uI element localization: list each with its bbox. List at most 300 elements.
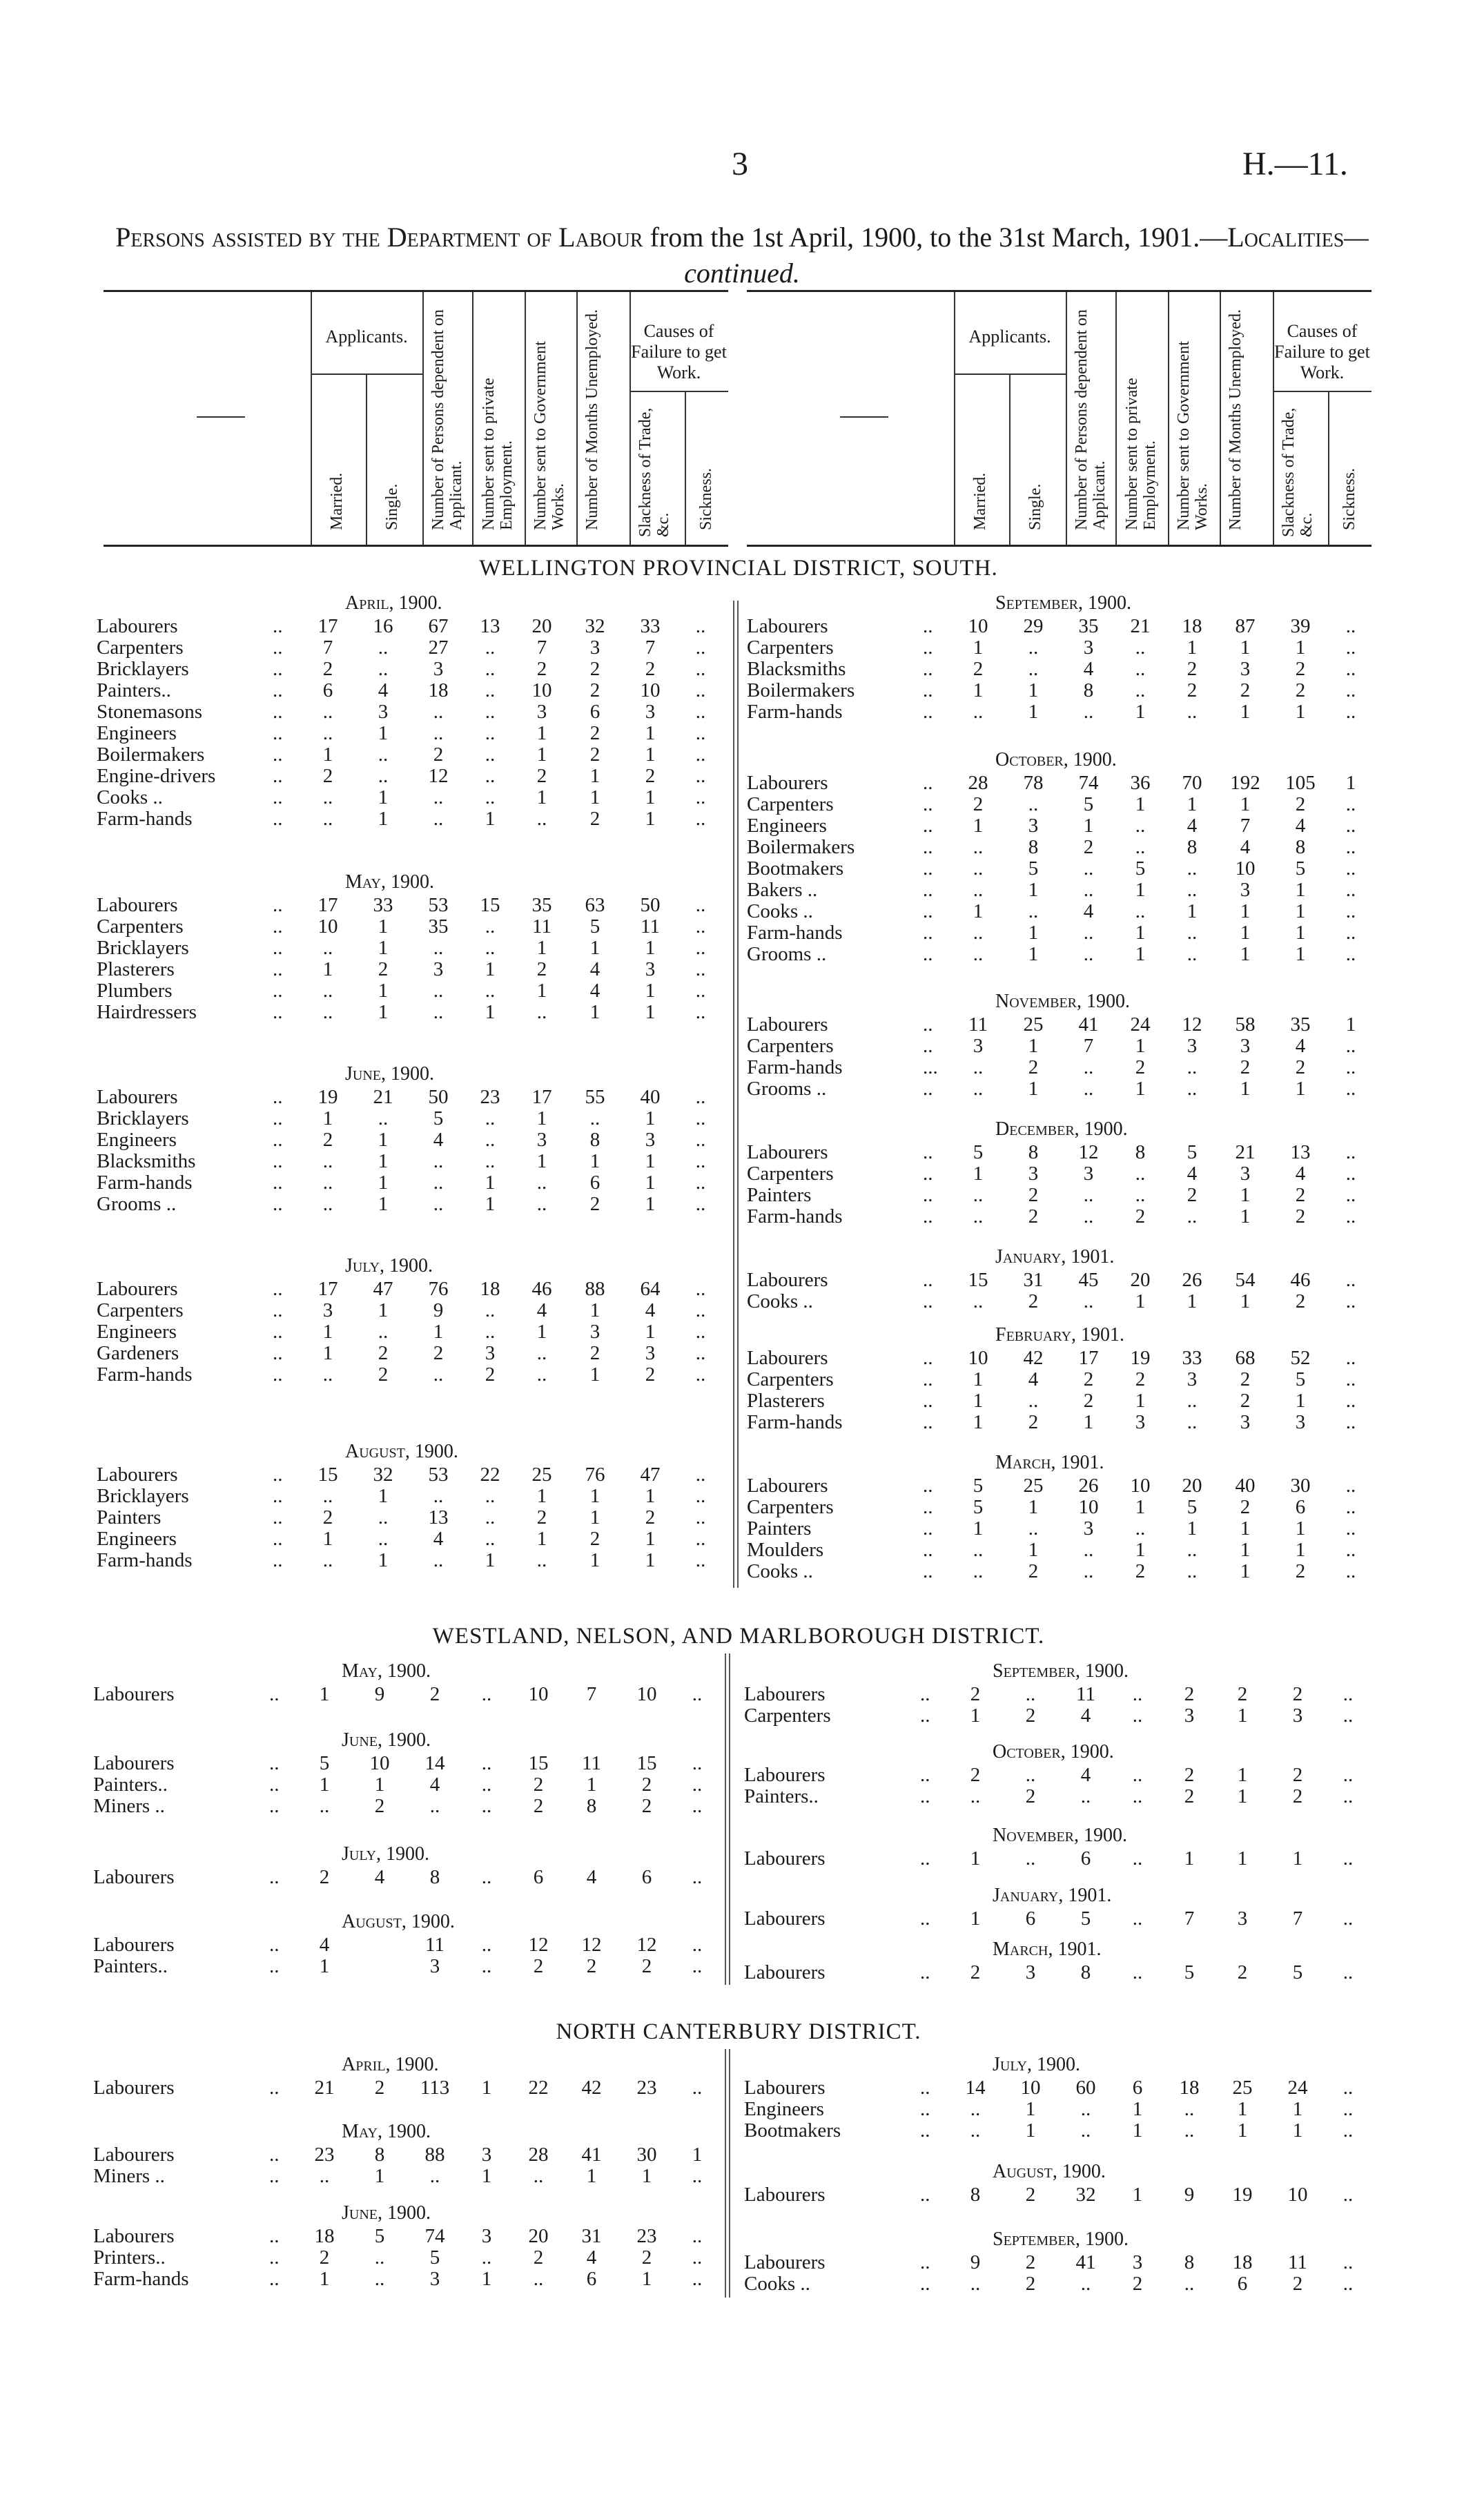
table-cell: 1 — [378, 808, 389, 830]
table-row — [93, 1684, 728, 1705]
table-cell: 1 — [1237, 2098, 1248, 2120]
header-sickness: Sickness. — [1340, 468, 1358, 530]
table-cell: .. — [1345, 793, 1356, 815]
table-cell: 2 — [1240, 1368, 1251, 1390]
month-heading: June, 1900. — [342, 1729, 431, 1751]
table-cell: 1 — [485, 1549, 496, 1571]
table-cell: 3 — [645, 1342, 656, 1364]
month-heading: October, 1900. — [993, 1741, 1114, 1763]
table-cell: 23 — [636, 2077, 657, 2099]
table-cell: 4 — [536, 1299, 547, 1321]
occupation-label: Labourers — [744, 2251, 826, 2273]
table-cell: 1 — [378, 937, 389, 959]
table-cell: 8 — [1080, 1961, 1091, 1983]
occupation-label: Carpenters — [97, 915, 184, 938]
table-cell: 2 — [319, 2246, 330, 2269]
leader-dots: .. — [923, 1475, 933, 1497]
occupation-label: Stonemasons — [97, 701, 203, 723]
leader-dots: .. — [923, 943, 933, 965]
occupation-label: Engineers — [97, 1528, 177, 1550]
table-cell: .. — [1343, 2251, 1354, 2273]
table-cell: 8 — [1187, 836, 1198, 858]
table-cell: 2 — [1295, 793, 1306, 815]
table-cell: .. — [589, 1107, 601, 1129]
table-cell: 5 — [1292, 1961, 1303, 1983]
table-cell: .. — [322, 1485, 333, 1507]
table-row — [747, 1014, 1382, 1036]
table-cell: 1 — [645, 786, 656, 808]
table-cell: 4 — [1295, 1163, 1306, 1185]
table-cell: 3 — [1028, 1163, 1039, 1185]
table-row — [747, 1475, 1382, 1497]
table-cell: 2 — [322, 765, 333, 787]
month-heading: March, 1901. — [995, 1452, 1104, 1473]
table-row — [93, 1774, 728, 1796]
table-row — [747, 1561, 1382, 1582]
table-cell: .. — [1187, 701, 1198, 723]
table-cell: .. — [1135, 1163, 1146, 1185]
table-cell: 1 — [1295, 1390, 1306, 1412]
table-cell: 2 — [1295, 1205, 1306, 1227]
table-cell: 5 — [319, 1752, 330, 1774]
table-row — [744, 1848, 1379, 1870]
table-cell: .. — [1083, 1056, 1094, 1078]
table-cell: 1 — [536, 786, 547, 808]
table-cell: .. — [429, 1795, 440, 1817]
table-cell: 41 — [1075, 2251, 1096, 2273]
table-cell: 1 — [1295, 637, 1306, 659]
table-cell: .. — [692, 2246, 703, 2269]
table-cell: .. — [695, 1528, 706, 1550]
table-cell: .. — [970, 1785, 981, 1807]
table-row — [744, 2184, 1379, 2206]
table-cell: 1 — [641, 2268, 652, 2290]
table-cell: 1 — [970, 1847, 981, 1870]
occupation-label: Labourers — [93, 1752, 175, 1774]
table-cell: 1 — [1028, 1078, 1039, 1100]
table-cell: 2 — [973, 658, 984, 680]
table-row — [747, 637, 1382, 659]
table-cell: 2 — [645, 1363, 656, 1386]
table-row — [97, 916, 732, 938]
month-heading: August, 1900. — [993, 2161, 1106, 2182]
table-cell: 2 — [485, 1363, 496, 1386]
table-cell: 60 — [1075, 2077, 1096, 2099]
occupation-label: Labourers — [744, 2184, 826, 2206]
table-cell: .. — [1345, 943, 1356, 965]
table-cell: .. — [1184, 2273, 1195, 2295]
table-cell: 27 — [428, 637, 449, 659]
table-cell: 1 — [536, 744, 547, 766]
table-cell: 1 — [1295, 1078, 1306, 1100]
leader-dots: .. — [920, 2184, 930, 2206]
table-row — [747, 901, 1382, 922]
table-cell: 19 — [1130, 1347, 1151, 1369]
occupation-label: Grooms .. — [97, 1193, 177, 1215]
header-dependents: Number of Persons dependent on Applicant. — [1073, 309, 1109, 530]
table-cell: 4 — [1083, 900, 1094, 922]
table-cell: 1 — [1292, 1847, 1303, 1870]
leader-dots: .. — [923, 1141, 933, 1163]
table-cell: 1 — [1240, 1539, 1251, 1561]
table-cell: 2 — [536, 765, 547, 787]
table-cell: 2 — [322, 1129, 333, 1151]
table-cell: 2 — [1295, 1184, 1306, 1206]
occupation-label: Labourers — [747, 772, 828, 794]
table-cell: .. — [695, 1129, 706, 1151]
leader-dots: .. — [923, 1496, 933, 1518]
table-cell: .. — [378, 1528, 389, 1550]
table-cell: 3 — [645, 958, 656, 980]
table-cell: 1 — [1187, 793, 1198, 815]
table-cell: .. — [322, 722, 333, 744]
leader-dots: .. — [273, 1321, 283, 1343]
leader-dots: .. — [273, 894, 283, 916]
table-cell: .. — [1184, 2098, 1195, 2120]
table-row — [97, 808, 732, 830]
table-cell: 2 — [433, 744, 444, 766]
table-cell: 47 — [373, 1278, 393, 1300]
table-row — [93, 1934, 728, 1956]
leader-dots: .. — [269, 2246, 280, 2269]
table-cell: 1 — [1295, 1517, 1306, 1540]
table-cell: 1 — [589, 1506, 601, 1528]
table-cell: 4 — [586, 2246, 597, 2269]
occupation-label: Plasterers — [747, 1390, 825, 1412]
table-cell: .. — [378, 1506, 389, 1528]
leader-dots: .. — [273, 1363, 283, 1386]
table-cell: 2 — [1184, 1785, 1195, 1807]
table-cell: 1 — [1135, 943, 1146, 965]
table-header-right — [747, 290, 1371, 547]
table-cell: 16 — [373, 615, 393, 637]
table-cell: .. — [1345, 1496, 1356, 1518]
table-cell: 1 — [1135, 879, 1146, 901]
occupation-label: Labourers — [744, 1683, 826, 1705]
table-cell: 3 — [1240, 879, 1251, 901]
table-cell: 4 — [1187, 815, 1198, 837]
table-cell: 67 — [428, 615, 449, 637]
table-cell: .. — [433, 786, 444, 808]
table-cell: 32 — [373, 1464, 393, 1486]
table-cell: 1 — [378, 722, 389, 744]
table-row — [747, 1142, 1382, 1163]
table-cell: .. — [1343, 2184, 1354, 2206]
occupation-label: Labourers — [747, 1475, 828, 1497]
table-cell: .. — [1132, 1785, 1143, 1807]
table-cell: 41 — [1078, 1013, 1099, 1036]
leader-dots: .. — [273, 1278, 283, 1300]
month-heading: September, 1900. — [993, 2229, 1129, 2250]
table-cell: 40 — [640, 1086, 661, 1108]
table-cell: .. — [973, 922, 984, 944]
table-cell: .. — [433, 937, 444, 959]
table-cell: 24 — [1287, 2077, 1308, 2099]
table-cell: 18 — [480, 1278, 500, 1300]
occupation-label: Painters.. — [744, 1785, 819, 1807]
occupation-label: Farm-hands — [747, 922, 843, 944]
table-cell: 2 — [1292, 1764, 1303, 1786]
table-cell: 18 — [428, 679, 449, 701]
leader-dots: .. — [923, 1290, 933, 1312]
occupation-label: Labourers — [744, 1847, 826, 1870]
table-cell: 1 — [645, 808, 656, 830]
table-cell: .. — [1187, 879, 1198, 901]
table-row — [747, 616, 1382, 637]
table-cell: .. — [695, 765, 706, 787]
table-cell: 2 — [970, 1683, 981, 1705]
table-cell: 74 — [1078, 772, 1099, 794]
table-cell: .. — [973, 943, 984, 965]
occupation-label: Labourers — [744, 1907, 826, 1930]
table-cell: 1 — [485, 1001, 496, 1023]
table-cell: 2 — [378, 1342, 389, 1364]
table-cell: 11 — [532, 915, 551, 938]
title-localities: Localities — [1227, 222, 1345, 253]
table-cell: 1 — [1135, 1390, 1146, 1412]
table-cell: 2 — [641, 2246, 652, 2269]
occupation-label: Plumbers — [97, 980, 173, 1002]
leader-dots: .. — [920, 1705, 930, 1727]
month-heading: July, 1900. — [342, 1843, 429, 1865]
table-cell: 31 — [1023, 1269, 1044, 1291]
table-cell: .. — [485, 1528, 496, 1550]
table-cell: 113 — [420, 2077, 450, 2099]
table-cell: 1 — [973, 1517, 984, 1540]
table-cell: .. — [1345, 1368, 1356, 1390]
table-cell: 6 — [586, 2268, 597, 2290]
month-heading: November, 1900. — [993, 1825, 1128, 1846]
leader-dots: .. — [920, 2119, 930, 2142]
month-heading: May, 1900. — [342, 1660, 431, 1682]
table-cell: 9 — [433, 1299, 444, 1321]
table-row — [97, 1172, 732, 1194]
leader-dots: .. — [273, 1464, 283, 1486]
document-reference: H.—11. — [1242, 146, 1348, 182]
table-cell: .. — [1345, 679, 1356, 701]
table-cell: 105 — [1285, 772, 1316, 794]
table-cell: 6 — [1080, 1847, 1091, 1870]
leader-dots: .. — [269, 2268, 280, 2290]
month-heading: September, 1900. — [993, 1660, 1129, 1682]
table-cell: 1 — [536, 1150, 547, 1172]
table-row — [747, 815, 1382, 837]
table-cell: 2 — [1028, 1184, 1039, 1206]
table-cell: 1 — [536, 980, 547, 1002]
table-cell: 30 — [1290, 1475, 1311, 1497]
table-cell: .. — [1343, 1961, 1354, 1983]
table-cell: 21 — [1235, 1141, 1256, 1163]
table-cell: .. — [485, 915, 496, 938]
table-cell: 2 — [589, 808, 601, 830]
column-divider — [737, 601, 739, 1588]
occupation-label: Carpenters — [747, 1035, 834, 1057]
table-cell: 17 — [318, 615, 338, 637]
table-cell: 1 — [378, 786, 389, 808]
table-cell: 13 — [1290, 1141, 1311, 1163]
table-cell: 20 — [1130, 1269, 1151, 1291]
table-cell: 1 — [973, 815, 984, 837]
table-row — [97, 1129, 732, 1151]
table-row — [747, 1270, 1382, 1291]
table-cell: .. — [1083, 1560, 1094, 1582]
table-cell: 1 — [973, 1390, 984, 1412]
table-cell: 25 — [1023, 1013, 1044, 1036]
occupation-label: Cooks .. — [747, 1290, 813, 1312]
table-cell: .. — [374, 2246, 385, 2269]
table-cell: 3 — [1083, 1163, 1094, 1185]
table-cell: 2 — [589, 1193, 601, 1215]
leader-dots: .. — [273, 1549, 283, 1571]
table-cell: .. — [1025, 1847, 1036, 1870]
table-cell: 1 — [1187, 637, 1198, 659]
leader-dots: .. — [273, 1506, 283, 1528]
table-cell: 8 — [1135, 1141, 1146, 1163]
table-row — [747, 773, 1382, 794]
table-cell: 1 — [1025, 2098, 1036, 2120]
table-cell: .. — [1080, 2098, 1091, 2120]
table-cell: .. — [1025, 1764, 1036, 1786]
occupation-label: Miners .. — [93, 2165, 165, 2187]
table-cell: .. — [485, 701, 496, 723]
table-cell: 7 — [586, 1683, 597, 1705]
occupation-label: Engineers — [744, 2098, 824, 2120]
leader-dots: .. — [923, 1013, 933, 1036]
table-cell: 3 — [645, 1129, 656, 1151]
table-cell: .. — [1345, 1035, 1356, 1057]
table-cell: 1 — [645, 1150, 656, 1172]
leader-dots: .. — [273, 637, 283, 659]
table-cell: .. — [485, 722, 496, 744]
occupation-label: Bakers .. — [747, 879, 818, 901]
table-row — [97, 1321, 732, 1343]
table-cell: 1 — [970, 1705, 981, 1727]
table-row — [93, 2166, 728, 2187]
table-cell: 3 — [378, 701, 389, 723]
table-cell: 1 — [645, 980, 656, 1002]
table-cell: .. — [692, 2268, 703, 2290]
table-cell: 1 — [589, 765, 601, 787]
table-cell: 10 — [968, 1347, 988, 1369]
header-months: Number of Months Unemployed. — [583, 309, 601, 530]
table-cell: 1 — [536, 722, 547, 744]
table-cell: .. — [1343, 1847, 1354, 1870]
leader-dots: .. — [273, 1001, 283, 1023]
table-cell: 2 — [973, 793, 984, 815]
header-applicants: Applicants. — [325, 327, 408, 347]
table-cell: 35 — [531, 894, 552, 916]
table-cell: 192 — [1230, 772, 1260, 794]
month-heading: August, 1900. — [342, 1911, 455, 1932]
occupation-label: Boilermakers — [747, 836, 855, 858]
leader-dots: .. — [923, 1269, 933, 1291]
table-cell: 4 — [1080, 1705, 1091, 1727]
occupation-label: Labourers — [747, 1347, 828, 1369]
table-cell: 2 — [533, 1795, 544, 1817]
table-cell: 3 — [536, 701, 547, 723]
table-row — [97, 1528, 732, 1550]
table-cell: .. — [319, 1795, 330, 1817]
table-cell: .. — [536, 1342, 547, 1364]
table-cell: 5 — [1295, 1368, 1306, 1390]
table-cell: 18 — [1232, 2251, 1253, 2273]
table-cell: 1 — [481, 2077, 492, 2099]
table-cell: .. — [378, 765, 389, 787]
table-cell: .. — [1187, 943, 1198, 965]
occupation-label: Engineers — [97, 1321, 177, 1343]
leader-dots: .. — [273, 1086, 283, 1108]
table-cell: 1 — [586, 1774, 597, 1796]
table-cell: .. — [485, 786, 496, 808]
table-row — [747, 1412, 1382, 1433]
leader-dots: .. — [273, 658, 283, 680]
table-row — [97, 659, 732, 680]
section-heading: WELLINGTON PROVINCIAL DISTRICT, SOUTH. — [479, 556, 998, 581]
table-cell: 35 — [1290, 1013, 1311, 1036]
table-cell: 2 — [1237, 1683, 1248, 1705]
leader-dots: .. — [269, 2225, 280, 2247]
table-cell: 2 — [1295, 1560, 1306, 1582]
header-causes: Causes of Failure to get Work. — [1274, 321, 1370, 382]
header-private: Number sent to private Employment. — [480, 378, 516, 530]
table-cell: 3 — [589, 637, 601, 659]
table-cell: 15 — [636, 1752, 657, 1774]
table-cell: .. — [1187, 1205, 1198, 1227]
table-cell: 2 — [1295, 1056, 1306, 1078]
table-cell: 1 — [536, 1528, 547, 1550]
table-cell: .. — [485, 937, 496, 959]
occupation-label: Hairdressers — [97, 1001, 197, 1023]
table-cell: .. — [695, 1363, 706, 1386]
table-cell: .. — [536, 1172, 547, 1194]
table-cell: 1 — [1187, 900, 1198, 922]
table-cell: .. — [378, 658, 389, 680]
table-cell: 6 — [1025, 1907, 1036, 1930]
table-row — [747, 837, 1382, 858]
table-cell: .. — [1343, 2098, 1354, 2120]
table-row — [93, 1956, 728, 1977]
occupation-label: Farm-hands — [747, 1205, 843, 1227]
table-cell: 78 — [1023, 772, 1044, 794]
table-cell: 1 — [589, 1150, 601, 1172]
table-cell: 17 — [1078, 1347, 1099, 1369]
table-cell: 13 — [428, 1506, 449, 1528]
table-cell: 1 — [1132, 2098, 1143, 2120]
table-cell: 3 — [1237, 1907, 1248, 1930]
table-cell: 18 — [1182, 615, 1202, 637]
table-cell: .. — [1135, 836, 1146, 858]
table-cell: 1 — [378, 915, 389, 938]
table-cell: 17 — [318, 1278, 338, 1300]
header-govt: Number sent to Government Works. — [531, 341, 567, 530]
occupation-label: Bricklayers — [97, 1107, 189, 1129]
leader-dots: .. — [923, 815, 933, 837]
table-cell: 2 — [378, 1363, 389, 1386]
table-cell: 11 — [582, 1752, 601, 1774]
table-cell: 5 — [1184, 1961, 1195, 1983]
table-cell: 1 — [322, 1528, 333, 1550]
table-row — [93, 2269, 728, 2290]
table-cell: .. — [1083, 1205, 1094, 1227]
table-cell: 1 — [589, 786, 601, 808]
table-cell: .. — [970, 2273, 981, 2295]
table-cell: 1 — [692, 2144, 703, 2166]
table-cell: 1 — [322, 1321, 333, 1343]
table-cell: .. — [536, 1001, 547, 1023]
month-heading: January, 1901. — [995, 1246, 1115, 1268]
table-cell: 8 — [1028, 1141, 1039, 1163]
table-row — [747, 794, 1382, 815]
